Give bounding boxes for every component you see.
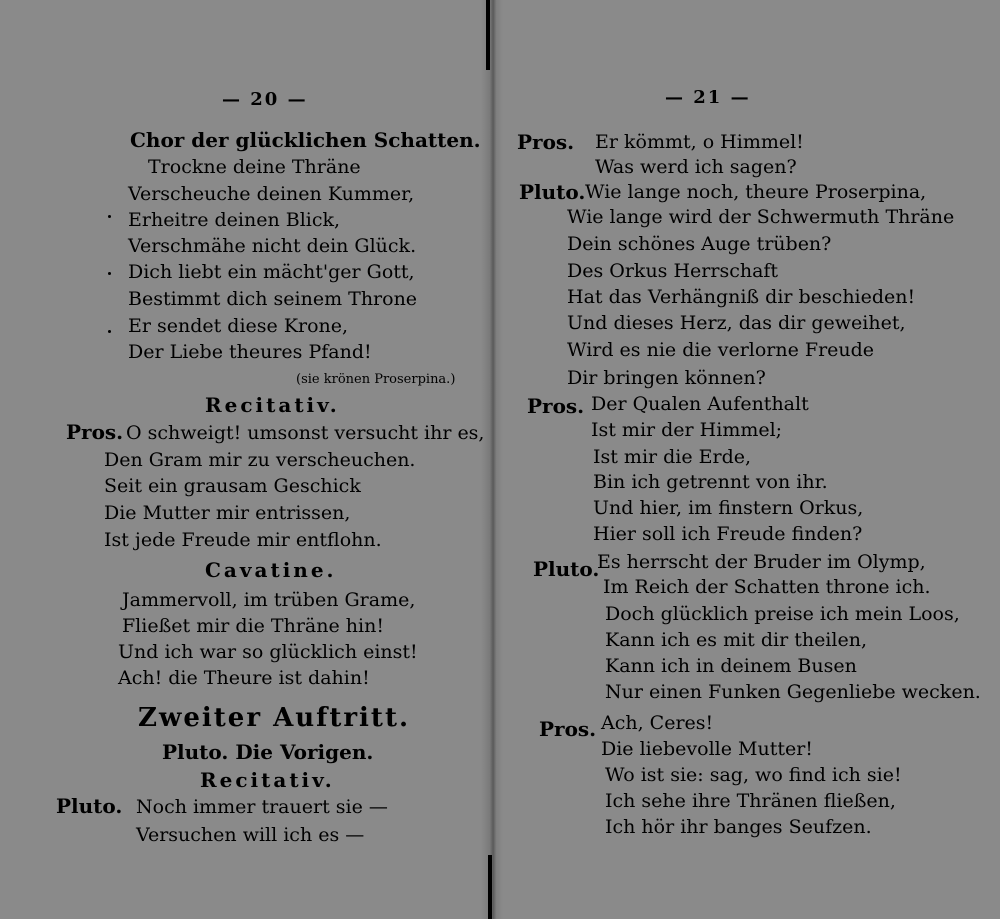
scene-heading: Zweiter Auftritt.	[138, 703, 410, 733]
verse-line: Wo ist sie: sag, wo find ich sie!	[605, 764, 902, 786]
verse-line: Ich sehe ihre Thränen fließen,	[605, 790, 896, 812]
verse-line: Nur einen Funken Gegenliebe wecken.	[605, 681, 981, 703]
speaker-label: Pros.	[539, 717, 597, 741]
verse-line: Dich liebt ein mächt'ger Gott,	[128, 261, 415, 283]
verse-line: Hier soll ich Freude finden?	[593, 523, 863, 545]
book-gutter	[481, 0, 503, 919]
verse-line: Noch immer trauert sie —	[136, 796, 388, 818]
speaker-label: Pros.	[517, 130, 575, 154]
verse-line: Seit ein grausam Geschick	[104, 475, 361, 497]
stage-direction: (sie krönen Proserpina.)	[296, 372, 456, 387]
page-number: — 20 —	[222, 89, 308, 110]
verse-line: Ist mir der Himmel;	[591, 419, 783, 441]
scene-persons: Pluto. Die Vorigen.	[162, 740, 374, 764]
print-speck	[108, 272, 111, 275]
verse-line: Die Mutter mir entrissen,	[104, 502, 351, 524]
verse-line: Kann ich es mit dir theilen,	[605, 629, 867, 651]
verse-line: Ich hör ihr banges Seufzen.	[605, 816, 872, 838]
verse-line: Und dieses Herz, das dir geweihet,	[567, 312, 906, 334]
verse-line: Ist jede Freude mir entflohn.	[104, 529, 382, 551]
chorus-heading: Chor der glücklichen Schatten.	[130, 128, 481, 152]
verse-line: Wird es nie die verlorne Freude	[567, 339, 875, 361]
verse-line: Dein schönes Auge trüben?	[567, 233, 832, 255]
left-page	[0, 0, 485, 919]
section-heading-cavatine: Cavatine.	[205, 558, 337, 582]
verse-line: Erheitre deinen Blick,	[128, 209, 341, 231]
verse-line: Er sendet diese Krone,	[128, 315, 349, 337]
speaker-label: Pluto.	[533, 557, 600, 581]
verse-line: Kann ich in deinem Busen	[605, 655, 857, 677]
speaker-label: Pluto.	[56, 794, 123, 818]
page-number: — 21 —	[665, 87, 751, 108]
right-page	[505, 0, 1000, 919]
verse-line: Doch glücklich preise ich mein Loos,	[605, 603, 960, 625]
verse-line: Die liebevolle Mutter!	[601, 738, 813, 760]
verse-line: Verschmähe nicht dein Glück.	[128, 235, 417, 257]
section-heading-recitativ: Recitativ.	[200, 768, 335, 792]
verse-line: Wie lange wird der Schwermuth Thräne	[567, 206, 955, 228]
speaker-label: Pros.	[527, 394, 585, 418]
verse-line: Versuchen will ich es —	[136, 824, 365, 846]
verse-line: Jammervoll, im trüben Grame,	[122, 589, 416, 611]
verse-line: Der Qualen Aufenthalt	[591, 393, 809, 415]
speaker-label: Pros.	[66, 420, 124, 444]
verse-line: Bestimmt dich seinem Throne	[128, 288, 418, 310]
section-heading-recitativ: Recitativ.	[205, 393, 340, 417]
verse-line: Was werd ich sagen?	[595, 156, 797, 178]
gutter-shadow-top	[486, 0, 490, 70]
verse-line: Er kömmt, o Himmel!	[595, 131, 804, 153]
verse-line: Ach, Ceres!	[601, 712, 714, 734]
verse-line: Den Gram mir zu verscheuchen.	[104, 449, 416, 471]
print-speck	[108, 215, 111, 218]
verse-line: Ist mir die Erde,	[593, 446, 752, 468]
verse-line: Im Reich der Schatten throne ich.	[603, 576, 931, 598]
verse-line: Hat das Verhängniß dir beschieden!	[567, 286, 916, 308]
verse-line: Der Liebe theures Pfand!	[128, 341, 372, 363]
verse-line: Es herrscht der Bruder im Olymp,	[597, 551, 926, 573]
verse-line: Trockne deine Thräne	[148, 156, 361, 178]
verse-line: Ach! die Theure ist dahin!	[118, 667, 370, 689]
verse-line: Des Orkus Herrschaft	[567, 260, 779, 282]
speaker-label: Pluto.	[519, 180, 586, 204]
gutter-shadow-bottom	[488, 855, 492, 919]
verse-line: Fließet mir die Thräne hin!	[122, 615, 384, 637]
verse-line: Wie lange noch, theure Proserpina,	[585, 181, 927, 203]
verse-line: Bin ich getrennt von ihr.	[593, 471, 828, 493]
verse-line: Und hier, im finstern Orkus,	[593, 497, 864, 519]
verse-line: Und ich war so glücklich einst!	[118, 641, 418, 663]
verse-line: Dir bringen können?	[567, 367, 766, 389]
verse-line: O schweigt! umsonst versucht ihr es,	[126, 422, 485, 444]
verse-line: Verscheuche deinen Kummer,	[128, 183, 415, 205]
print-speck	[108, 330, 111, 333]
